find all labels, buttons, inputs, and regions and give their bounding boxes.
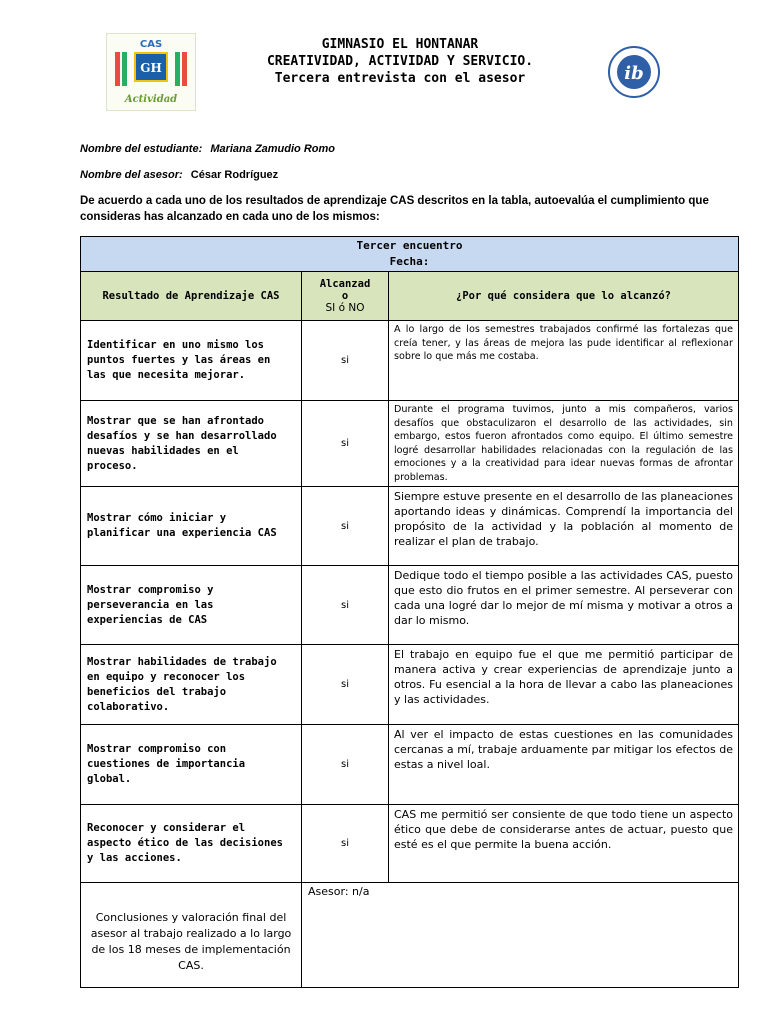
reason-cell: A lo largo de los semestres trabajados confirmé las fortalezas que creía tener, y las áreas de mejora las pude identificar al reflexionar sobre lo que más me costaba. bbox=[389, 321, 739, 401]
table-row bbox=[81, 645, 739, 725]
evaluation-table bbox=[80, 236, 739, 988]
reason-cell: El trabajo en equipo fue el que me permitió participar de manera activa y crear experiencias de aprendizaje junto a otros. Fu esencial a la hora de llevar a cabo las planeaciones y las actividades. bbox=[389, 645, 739, 725]
student-name: Mariana Zamudio Romo bbox=[210, 143, 335, 155]
outcome-cell: Identificar en uno mismo los puntos fuertes y las áreas en las que necesita mejorar. bbox=[81, 321, 302, 401]
conclusion-label: Conclusiones y valoración final del asesor al trabajo realizado a lo largo de los 18 meses de implementación CAS. bbox=[81, 883, 302, 988]
outcome-cell: Reconocer y considerar el aspecto ético de las decisiones y las acciones. bbox=[81, 805, 302, 883]
reason-cell: Siempre estuve presente en el desarrollo de las planeaciones aportando ideas y dinámicas. Comprendí la importancia del propósito de la actividad y la población al momento de realizar el plan de trabajo. bbox=[389, 487, 739, 566]
table-title-cell bbox=[81, 237, 739, 272]
col-achieved-header bbox=[302, 272, 389, 321]
table-title: Tercer encuentro bbox=[356, 239, 463, 252]
student-label: Nombre del estudiante: bbox=[80, 143, 203, 155]
advisor-name: César Rodríguez bbox=[190, 169, 279, 181]
reason-cell: Durante el programa tuvimos, junto a mis compañeros, varios desafíos que obstaculizaron el desarrollo de las actividades, sin embargo, estos fueron afrontados como equipo. El último semestre logré desarrollar habilidades relacionadas con la regulación de las emociones y a la creatividad para idear nuevas formas de afrontar problemas. bbox=[389, 401, 739, 487]
col-why-header: ¿Por qué considera que lo alcanzó? bbox=[389, 272, 739, 321]
table-row bbox=[81, 321, 739, 401]
col-outcome-header: Resultado de Aprendizaje CAS bbox=[81, 272, 302, 321]
cas-logo bbox=[106, 33, 196, 111]
ib-logo-graphic bbox=[600, 44, 668, 100]
conclusion-row bbox=[81, 883, 739, 988]
advisor-label: Nombre del asesor: bbox=[80, 169, 183, 181]
table-row bbox=[81, 566, 739, 645]
table-row bbox=[81, 401, 739, 487]
instructions: De acuerdo a cada uno de los resultados de aprendizaje CAS descritos en la tabla, autoevalúa el cumplimiento que consideras has alcanzado en cada uno de los mismos: bbox=[80, 195, 709, 223]
advisor-note: Asesor: n/a bbox=[302, 883, 739, 988]
achieved-cell: si bbox=[302, 805, 389, 883]
outcome-cell: Mostrar compromiso y perseverancia en las experiencias de CAS bbox=[81, 566, 302, 645]
reason-cell: Dedique todo el tiempo posible a las actividades CAS, puesto que esto dio frutos en el primer semestre. Al perseverar con cada una logré dar lo mejor de mí misma y motivar a otros a dar lo mismo. bbox=[389, 566, 739, 645]
table-row bbox=[81, 487, 739, 566]
program-name: CREATIVIDAD, ACTIVIDAD Y SERVICIO. bbox=[266, 54, 534, 69]
school-name: GIMNASIO EL HONTANAR bbox=[321, 37, 479, 52]
achieved-cell: si bbox=[302, 725, 389, 805]
col-achieved-line1: Alcanzad bbox=[319, 278, 371, 290]
document-subtitle: Tercera entrevista con el asesor bbox=[274, 71, 526, 86]
document-header bbox=[200, 36, 600, 87]
reason-cell: Al ver el impacto de estas cuestiones en las comunidades cercanas a mí, trabaje arduamente par mitigar los efectos de estas a nivel loal. bbox=[389, 725, 739, 805]
logo-actividad-text: Actividad bbox=[124, 94, 178, 105]
achieved-cell: si bbox=[302, 401, 389, 487]
ib-text: ib bbox=[624, 63, 644, 84]
reason-cell: CAS me permitió ser consiente de que todo tiene un aspecto ético que debe de considerarse antes de actuar, puesto que esté es el que permite la buena acción. bbox=[389, 805, 739, 883]
table-row bbox=[81, 725, 739, 805]
table-row bbox=[81, 805, 739, 883]
col-achieved-line3: SI ó NO bbox=[325, 302, 365, 314]
outcome-cell: Mostrar que se han afrontado desafíos y se han desarrollado nuevas habilidades en el proceso. bbox=[81, 401, 302, 487]
logo-cas-text: CAS bbox=[139, 39, 163, 50]
outcome-cell: Mostrar cómo iniciar y planificar una experiencia CAS bbox=[81, 487, 302, 566]
outcome-cell: Mostrar compromiso con cuestiones de importancia global. bbox=[81, 725, 302, 805]
achieved-cell: si bbox=[302, 487, 389, 566]
logo-gh-text: GH bbox=[140, 61, 162, 75]
achieved-cell: si bbox=[302, 645, 389, 725]
achieved-cell: si bbox=[302, 321, 389, 401]
advisor-line bbox=[80, 169, 278, 181]
date-label: Fecha: bbox=[389, 255, 430, 268]
ib-logo bbox=[600, 44, 668, 100]
col-achieved-line2: o bbox=[341, 290, 349, 302]
student-line bbox=[80, 143, 335, 155]
achieved-cell: si bbox=[302, 566, 389, 645]
outcome-cell: Mostrar habilidades de trabajo en equipo y reconocer los beneficios del trabajo colaborativo. bbox=[81, 645, 302, 725]
cas-logo-graphic bbox=[107, 34, 195, 110]
